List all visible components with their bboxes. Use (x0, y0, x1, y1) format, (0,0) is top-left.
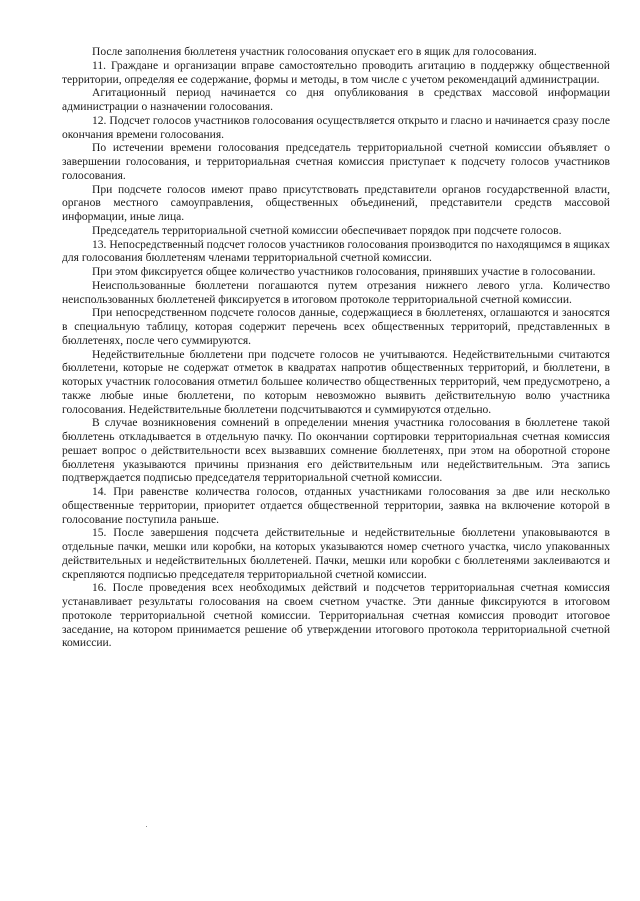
paragraph-observers: При подсчете голосов имеют право присутствовать представители органов государственной власти, органов местного самоуправления, общественных объединений, представители средств массовой информации, иные лица. (62, 183, 610, 223)
paragraph-16-results: 16. После проведения всех необходимых действий и подсчетов территориальная счетная комиссия устанавливает результаты голосования на своем счетном участке. Эти данные фиксируются в итоговом протоколе территориальной счетной комиссии. Территориальная счетная комиссия проводит итоговое заседание, на котором принимается решение об утверждении итогового протокола территориальной счетной комиссии. (62, 582, 610, 650)
paragraph-unused-ballots: Неиспользованные бюллетени погашаются путем отрезания нижнего левого угла. Количество неиспользованных бюллетеней фиксируется в итоговом протоколе территориальной счетной комиссии. (62, 279, 610, 306)
paragraph-chairman-order: Председатель территориальной счетной комиссии обеспечивает порядок при подсчете голосов. (92, 224, 562, 237)
paragraph-participant-total: При этом фиксируется общее количество участников голосования, принявших участие в голосовании. (92, 266, 596, 278)
scan-speck (146, 826, 147, 827)
paragraph-15-packing: 15. После завершения подсчета действительные и недействительные бюллетени упаковываются в отдельные пачки, мешки или коробки, на которых указываются номер счетного участка, число упакованных действительных и недействительных бюллетеней. Пачки, мешки или коробки с бюллетенями заклеиваются и скрепляются подписью председателя территориальной счетной комиссии. (62, 527, 610, 581)
paragraph-14-tie-break: 14. При равенстве количества голосов, отданных участниками голосования за две или несколько общественные территории, приоритет отдается общественной территории, заявка на включение которой в голосование поступила раньше. (62, 486, 610, 526)
paragraph-doubtful-ballots: В случае возникновения сомнений в определении мнения участника голосования в бюллетене такой бюллетень откладывается в отдельную пачку. По окончании сортировки территориальная счетная комиссия решает вопрос о действительности всех вызвавших сомнение бюллетенях, при этом на оборотной стороне бюллетеня указываются причины признания его действительным или недействительным. Эта запись подтверждается подписью председателя территориальной счетной комиссии. (62, 417, 610, 485)
paragraph-tally-table: При непосредственном подсчете голосов данные, содержащиеся в бюллетенях, оглашаются и заносятся в специальную таблицу, которая содержит перечень всех общественных территорий, представленных в бюллетенях, после чего суммируются. (62, 307, 610, 347)
paragraph-11-campaigning: 11. Граждане и организации вправе самостоятельно проводить агитацию в поддержку общественной территории, определяя ее содержание, формы и методы, в том числе с учетом рекомендаций администрации. (62, 59, 610, 86)
paragraph-campaign-period: Агитационный период начинается со дня опубликования в средствах массовой информации администрации о назначении голосования. (62, 87, 610, 113)
paragraph-ballot-drop: После заполнения бюллетеня участник голосования опускает его в ящик для голосования. (92, 46, 537, 58)
paragraph-13-direct-count: 13. Непосредственный подсчет голосов участников голосования производится по находящимся в ящиках для голосования бюллетеням членами территориальной счетной комиссии. (62, 238, 610, 265)
paragraph-invalid-ballots: Недействительные бюллетени при подсчете голосов не учитываются. Недействительными считаются бюллетени, которые не содержат отметок в квадратах напротив общественных территорий, и бюллетени, в которых участник голосования отметил большее количество общественных территорий, чем предусмотрено, а также любые иные бюллетени, по которым невозможно выявить действительную волю участника голосования. Недействительные бюллетени подсчитываются и суммируются отдельно. (62, 348, 610, 416)
paragraph-12-vote-count: 12. Подсчет голосов участников голосования осуществляется открыто и гласно и начинается сразу после окончания времени голосования. (62, 114, 610, 141)
paragraph-end-of-voting: По истечении времени голосования председатель территориальной счетной комиссии объявляет о завершении голосования, и территориальная счетная комиссия приступает к подсчету голосов участников голосования. (62, 142, 610, 182)
